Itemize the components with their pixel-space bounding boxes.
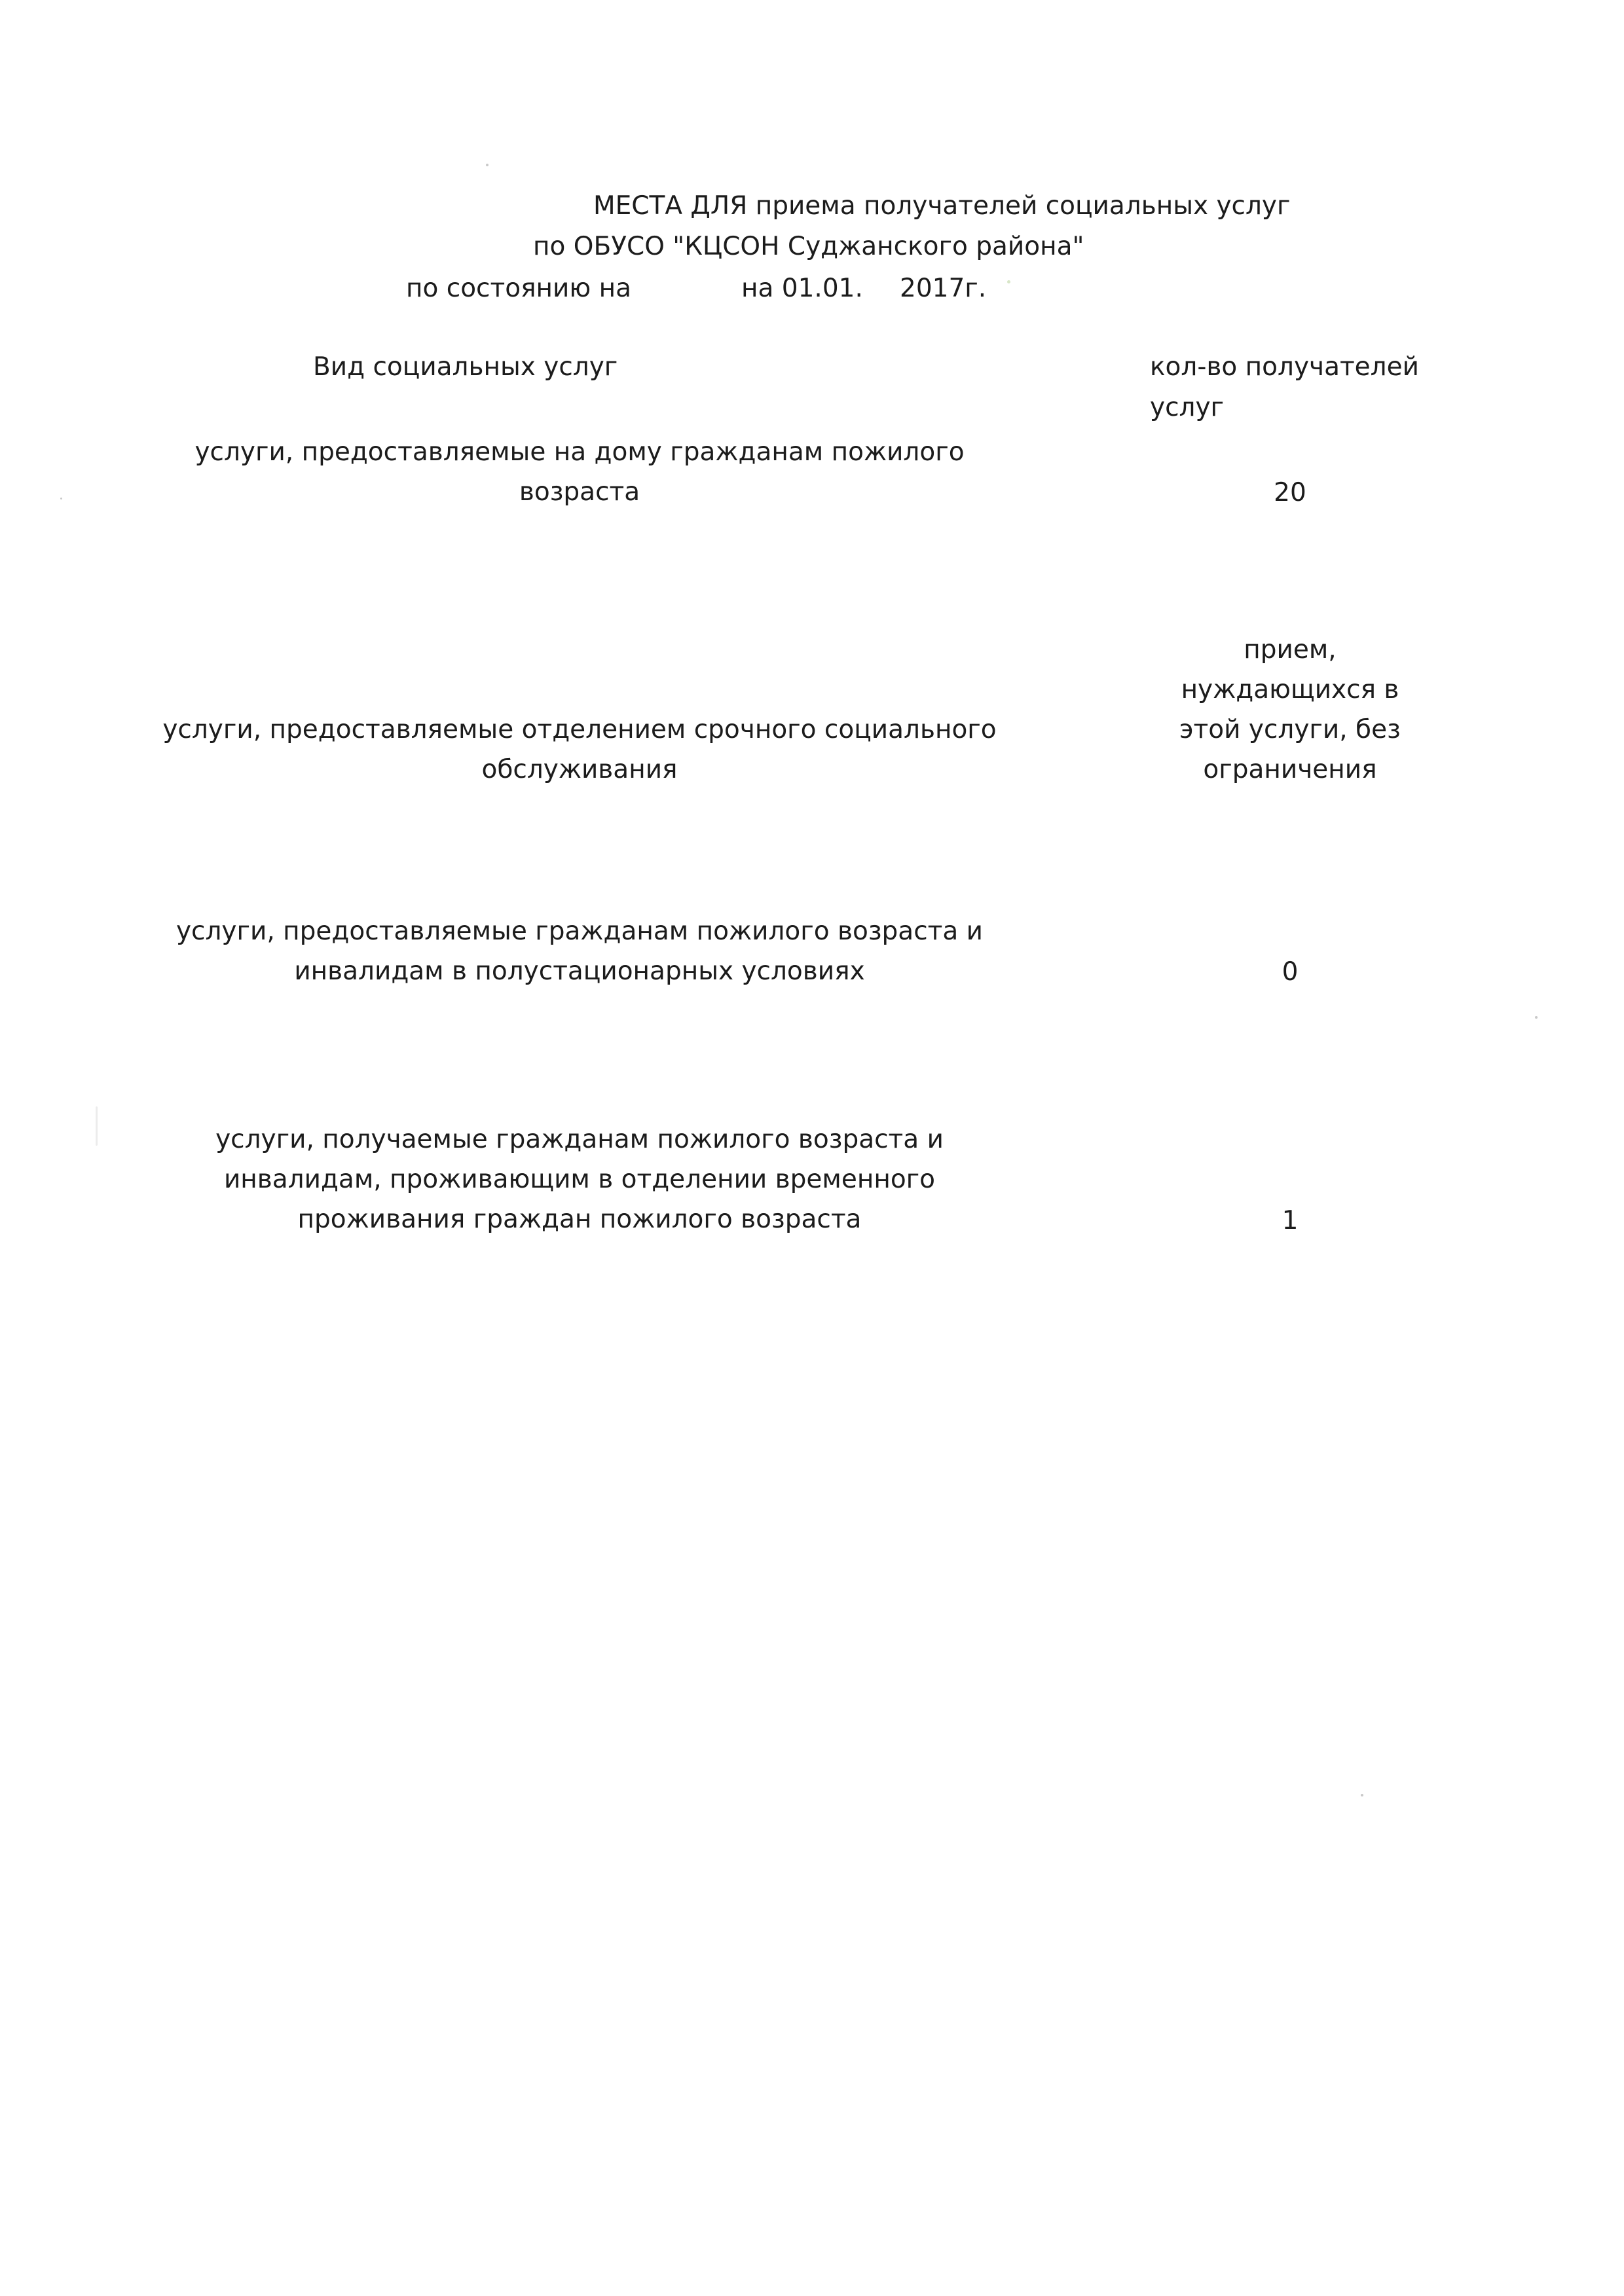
recipients-value: прием, — [1244, 635, 1337, 665]
scan-speck — [1535, 1016, 1538, 1019]
service-line: услуги, предоставляемые на дому гражданам пожилого — [194, 437, 965, 467]
table-row-recipients — [1159, 1201, 1421, 1241]
service-line: услуги, предоставляемые гражданам пожилого возраста и — [175, 917, 984, 946]
date-year: 2017г. — [900, 274, 987, 303]
table-row-service — [157, 710, 1002, 790]
scan-speck — [96, 1106, 98, 1146]
table-row-service — [157, 432, 1002, 512]
organization-name: по ОБУСО "КЦСОН Суджанского района" — [533, 232, 1084, 261]
date-label: по состоянию на — [406, 274, 632, 303]
recipients-value: 20 — [1274, 478, 1306, 507]
service-line: проживания граждан пожилого возраста — [297, 1205, 862, 1234]
scan-speck — [60, 498, 62, 500]
recipients-value: ограничения — [1203, 755, 1377, 784]
date-value: на 01.01. — [741, 274, 863, 303]
scan-speck — [1361, 1794, 1363, 1796]
column-header-service-type: Вид социальных услуг — [313, 352, 618, 382]
column-header-recipients-cont: услуг — [1150, 393, 1225, 422]
service-line: услуги, получаемые гражданам пожилого возраста и — [215, 1125, 944, 1154]
table-row-recipients — [1159, 473, 1421, 513]
recipients-value: этой услуги, без — [1179, 715, 1401, 744]
recipients-value: нуждающихся в — [1181, 675, 1399, 704]
service-line: возраста — [519, 477, 640, 507]
document-title: МЕСТА ДЛЯ приема получателей социальных услуг — [593, 191, 1291, 221]
service-line: инвалидам, проживающим в отделении временного — [223, 1165, 936, 1194]
table-row-service — [157, 1120, 1002, 1239]
scan-speck — [1007, 280, 1010, 283]
service-line: инвалидам в полустационарных условиях — [294, 957, 865, 986]
table-row-recipients — [1159, 952, 1421, 992]
table-row-recipients — [1159, 630, 1421, 790]
service-line: обслуживания — [481, 755, 678, 784]
column-header-recipients: кол-во получателей — [1150, 352, 1419, 382]
service-line: услуги, предоставляемые отделением срочного социального — [162, 715, 997, 744]
recipients-value: 0 — [1282, 957, 1299, 987]
table-row-service — [157, 911, 1002, 991]
recipients-value: 1 — [1282, 1206, 1299, 1235]
scan-speck — [486, 164, 489, 166]
